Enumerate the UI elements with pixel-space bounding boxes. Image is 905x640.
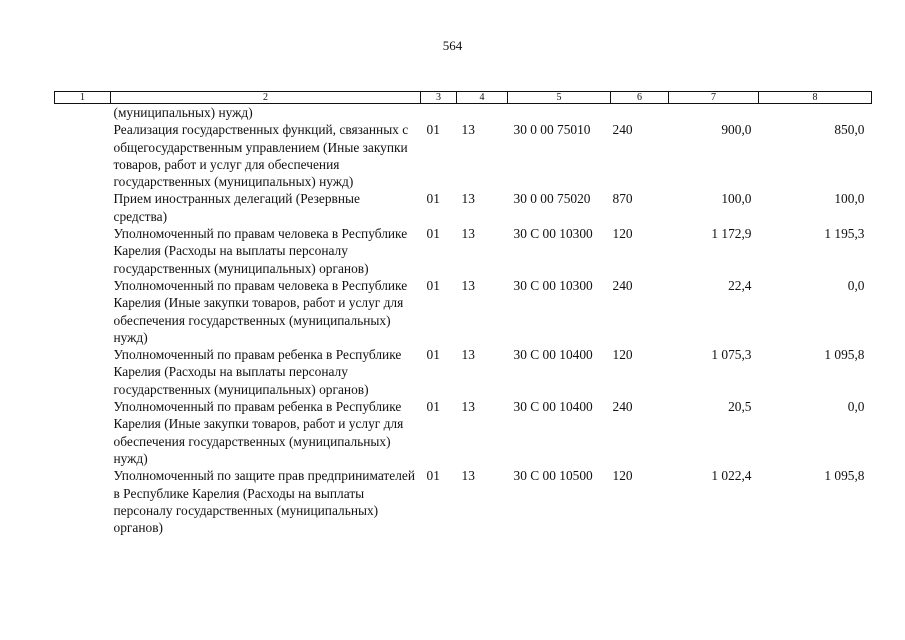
amount-column-8: 1 095,8 <box>824 347 865 363</box>
target-article-code: 30 0 00 75020 <box>513 191 591 207</box>
expense-name: Уполномоченный по правам ребенка в Республике Карелия (Иные закупки товаров, работ и услуг для обеспечения государственных (муниципальных) нужд) <box>113 399 404 466</box>
target-article-code: 30 С 00 10300 <box>513 277 593 293</box>
column-number-header-row <box>55 92 872 104</box>
section-code: 01 <box>426 347 440 363</box>
target-article-code: 30 С 00 10300 <box>513 226 593 242</box>
subsection-code: 13 <box>461 226 475 242</box>
amount-column-8: 0,0 <box>847 399 865 415</box>
table-row <box>55 225 872 277</box>
page-number: 564 <box>442 38 463 53</box>
amount-column-8: 0,0 <box>847 277 865 293</box>
amount-column-7: 100,0 <box>721 191 752 207</box>
section-code: 01 <box>426 191 440 207</box>
amount-column-7: 900,0 <box>721 122 752 138</box>
subsection-code: 13 <box>461 347 475 363</box>
expense-type-code: 120 <box>612 347 633 363</box>
section-code: 01 <box>426 399 440 415</box>
column-header-4: 4 <box>457 92 508 104</box>
table-row <box>55 121 872 190</box>
amount-column-7: 22,4 <box>728 277 752 293</box>
table-row <box>55 190 872 225</box>
section-code: 01 <box>426 122 440 138</box>
column-header-6: 6 <box>611 92 669 104</box>
section-code: 01 <box>426 277 440 293</box>
subsection-code: 13 <box>461 191 475 207</box>
section-code: 01 <box>426 226 440 242</box>
subsection-code: 13 <box>461 399 475 415</box>
expense-name: Уполномоченный по правам человека в Республике Карелия (Расходы на выплаты персоналу государственных (муниципальных) органов) <box>113 226 408 276</box>
continuation-text: (муниципальных) нужд) <box>113 105 253 120</box>
amount-column-8: 100,0 <box>834 191 865 207</box>
expense-type-code: 120 <box>612 468 633 484</box>
expense-type-code: 240 <box>612 277 633 293</box>
expense-type-code: 240 <box>612 399 633 415</box>
expense-type-code: 870 <box>612 191 633 207</box>
table-row <box>55 277 872 346</box>
amount-column-8: 1 195,3 <box>824 226 865 242</box>
expense-name: Реализация государственных функций, связанных с общегосударственным управлением (Иные закупки товаров, работ и услуг для обеспечения государственных (муниципальных) нужд) <box>113 122 409 190</box>
subsection-code: 13 <box>461 468 475 484</box>
table-row <box>55 346 872 398</box>
expense-name: Прием иностранных делегаций (Резервные средства) <box>113 191 360 224</box>
amount-column-7: 20,5 <box>728 399 752 415</box>
table-row <box>55 398 872 467</box>
amount-column-8: 1 095,8 <box>824 468 865 484</box>
amount-column-7: 1 075,3 <box>711 347 752 363</box>
target-article-code: 30 С 00 10400 <box>513 399 593 415</box>
column-header-7: 7 <box>669 92 759 104</box>
target-article-code: 30 С 00 10500 <box>513 468 593 484</box>
target-article-code: 30 0 00 75010 <box>513 122 591 138</box>
section-code: 01 <box>426 468 440 484</box>
expense-type-code: 240 <box>612 122 633 138</box>
amount-column-7: 1 172,9 <box>711 226 752 242</box>
continuation-row <box>55 104 872 122</box>
expense-type-code: 120 <box>612 226 633 242</box>
row-number-cell <box>55 190 111 225</box>
column-header-1: 1 <box>55 92 111 104</box>
expense-name: Уполномоченный по правам ребенка в Республике Карелия (Расходы на выплаты персоналу государственных (муниципальных) органов) <box>113 347 402 397</box>
budget-table <box>54 91 872 536</box>
target-article-code: 30 С 00 10400 <box>513 347 593 363</box>
column-header-2: 2 <box>111 92 421 104</box>
row-number-cell <box>55 398 111 467</box>
row-number-cell <box>55 467 111 536</box>
row-number-cell <box>55 225 111 277</box>
column-header-5: 5 <box>508 92 611 104</box>
table-row <box>55 467 872 536</box>
expense-name: Уполномоченный по защите прав предпринимателей в Республике Карелия (Расходы на выплаты персоналу государственных (муниципальных) органов) <box>113 468 416 536</box>
subsection-code: 13 <box>461 277 475 293</box>
column-header-8: 8 <box>759 92 872 104</box>
subsection-code: 13 <box>461 122 475 138</box>
amount-column-7: 1 022,4 <box>711 468 752 484</box>
row-number-cell <box>55 346 111 398</box>
expense-name: Уполномоченный по правам человека в Республике Карелия (Иные закупки товаров, работ и услуг для обеспечения государственных (муниципальных) нужд) <box>113 277 408 345</box>
row-number-cell <box>55 277 111 346</box>
row-number-cell <box>55 104 111 122</box>
row-number-cell <box>55 121 111 190</box>
amount-column-8: 850,0 <box>834 122 865 138</box>
column-header-3: 3 <box>421 92 457 104</box>
